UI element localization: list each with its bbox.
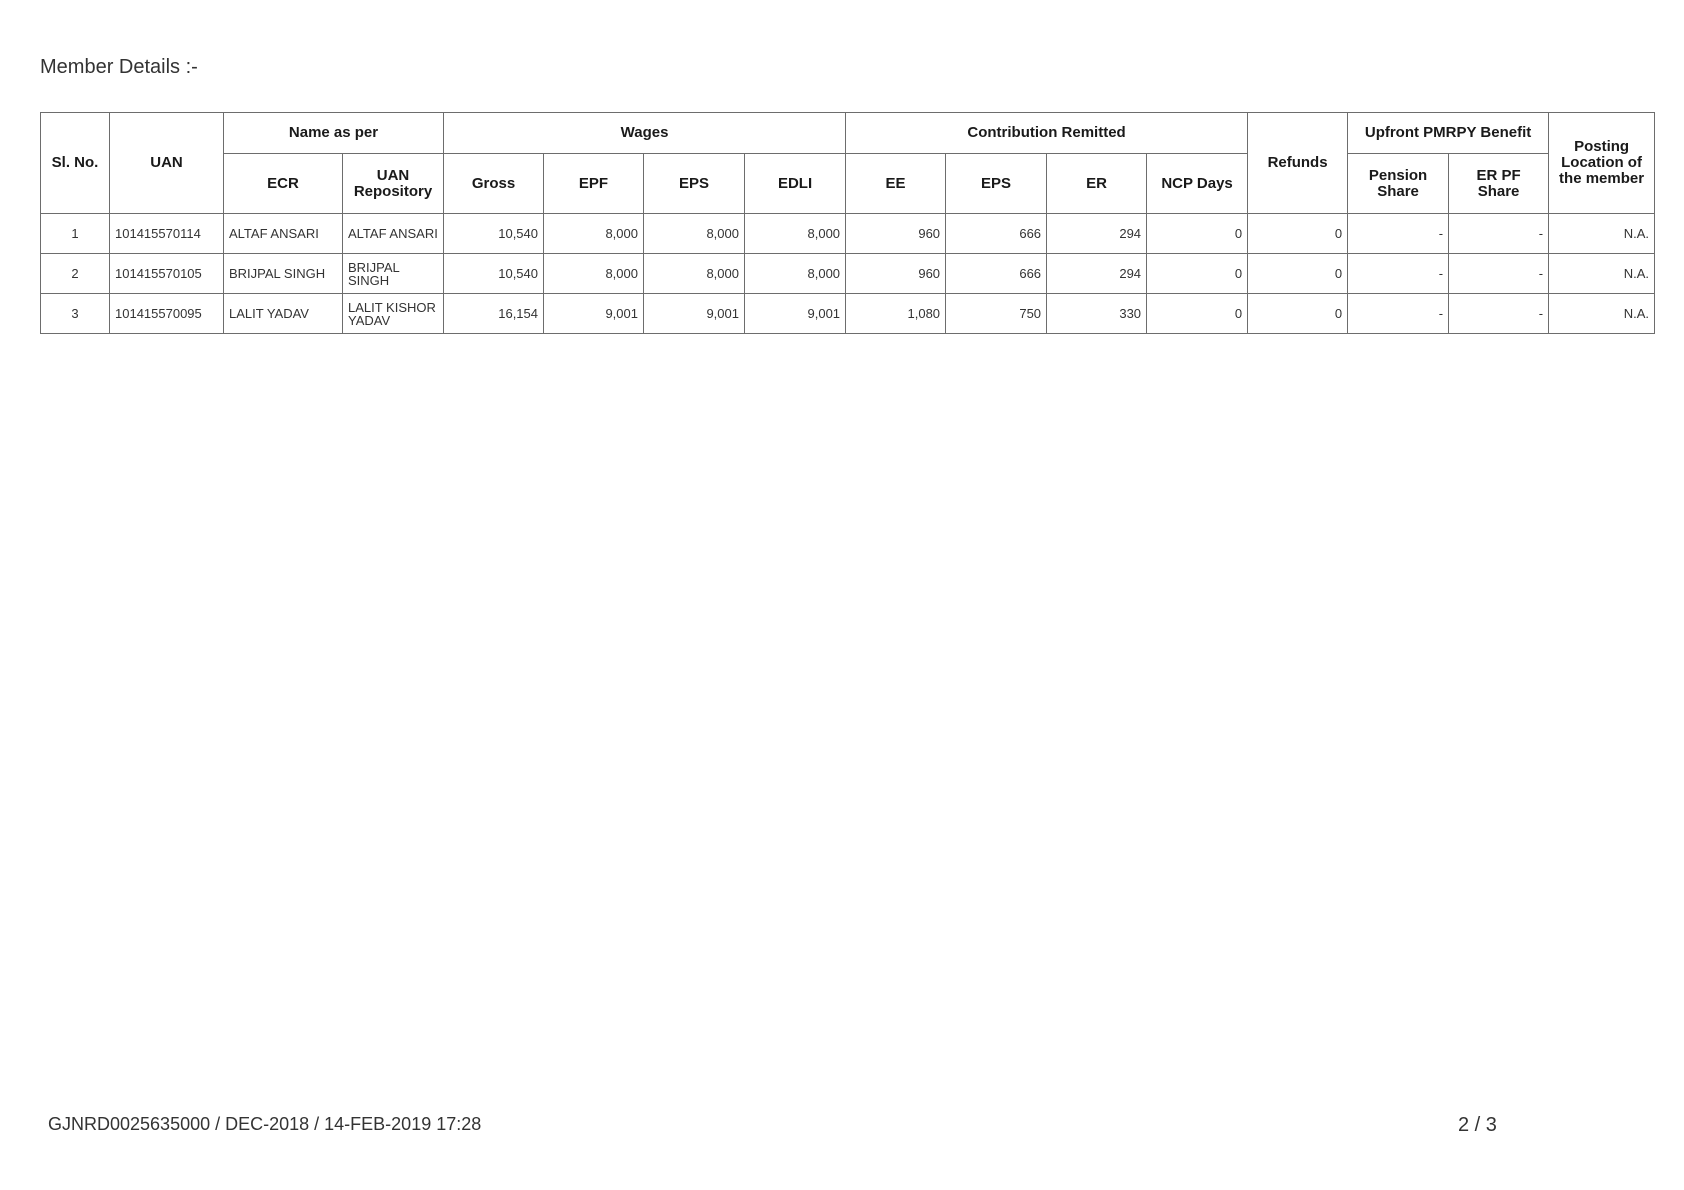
cell-ecr-name: LALIT YADAV [224, 294, 343, 334]
cell-posting-location: N.A. [1549, 294, 1655, 334]
section-title: Member Details :- [40, 56, 198, 78]
group-header-name-as-per: Name as per [224, 113, 444, 154]
col-header-eps-wages: EPS [644, 154, 745, 214]
col-header-er: ER [1047, 154, 1147, 214]
cell-uan-name: LALIT KISHOR YADAV [343, 294, 444, 334]
group-header-contribution-remitted: Contribution Remitted [846, 113, 1248, 154]
col-header-pension-share: Pension Share [1348, 154, 1449, 214]
cell-er-pf-share: - [1449, 214, 1549, 254]
cell-er: 330 [1047, 294, 1147, 334]
col-header-edli: EDLI [745, 154, 846, 214]
col-header-gross: Gross [444, 154, 544, 214]
col-header-er-pf-share: ER PF Share [1449, 154, 1549, 214]
cell-posting-location: N.A. [1549, 214, 1655, 254]
col-header-ee: EE [846, 154, 946, 214]
cell-ecr-name: ALTAF ANSARI [224, 214, 343, 254]
cell-pension-share: - [1348, 214, 1449, 254]
cell-edli: 8,000 [745, 254, 846, 294]
cell-sl-no: 2 [41, 254, 110, 294]
cell-er: 294 [1047, 214, 1147, 254]
cell-refunds: 0 [1248, 254, 1348, 294]
col-header-posting-location: Posting Location of the member [1549, 113, 1655, 214]
cell-uan: 101415570114 [110, 214, 224, 254]
col-header-eps-contribution: EPS [946, 154, 1047, 214]
cell-uan: 101415570095 [110, 294, 224, 334]
table-row [41, 214, 1655, 254]
cell-ee: 960 [846, 254, 946, 294]
cell-pension-share: - [1348, 254, 1449, 294]
table-row [41, 254, 1655, 294]
col-header-ecr: ECR [224, 154, 343, 214]
cell-gross: 16,154 [444, 294, 544, 334]
cell-gross: 10,540 [444, 254, 544, 294]
cell-ncp-days: 0 [1147, 214, 1248, 254]
cell-er-pf-share: - [1449, 294, 1549, 334]
cell-uan: 101415570105 [110, 254, 224, 294]
cell-er-pf-share: - [1449, 254, 1549, 294]
cell-epf: 8,000 [544, 214, 644, 254]
cell-ecr-name: BRIJPAL SINGH [224, 254, 343, 294]
cell-eps-wages: 8,000 [644, 214, 745, 254]
cell-epf: 8,000 [544, 254, 644, 294]
cell-uan-name: ALTAF ANSARI [343, 214, 444, 254]
cell-eps-contribution: 750 [946, 294, 1047, 334]
cell-edli: 9,001 [745, 294, 846, 334]
group-header-wages: Wages [444, 113, 846, 154]
cell-refunds: 0 [1248, 294, 1348, 334]
table-row [41, 294, 1655, 334]
member-details-table [40, 112, 1655, 334]
cell-eps-contribution: 666 [946, 254, 1047, 294]
cell-refunds: 0 [1248, 214, 1348, 254]
cell-eps-wages: 8,000 [644, 254, 745, 294]
group-header-upfront-pmrpy-benefit: Upfront PMRPY Benefit [1348, 113, 1549, 154]
footer-reference: GJNRD0025635000 / DEC-2018 / 14-FEB-2019 17:28 [48, 1114, 482, 1134]
col-header-uan: UAN [110, 113, 224, 214]
header-row-top [41, 113, 1655, 154]
cell-er: 294 [1047, 254, 1147, 294]
cell-ee: 960 [846, 214, 946, 254]
cell-epf: 9,001 [544, 294, 644, 334]
col-header-ncp-days: NCP Days [1147, 154, 1248, 214]
cell-sl-no: 3 [41, 294, 110, 334]
cell-uan-name: BRIJPAL SINGH [343, 254, 444, 294]
cell-edli: 8,000 [745, 214, 846, 254]
cell-sl-no: 1 [41, 214, 110, 254]
col-header-uan-repository: UAN Repository [343, 154, 444, 214]
cell-eps-contribution: 666 [946, 214, 1047, 254]
header-row-bottom [41, 154, 1655, 214]
cell-ncp-days: 0 [1147, 254, 1248, 294]
cell-ncp-days: 0 [1147, 294, 1248, 334]
cell-posting-location: N.A. [1549, 254, 1655, 294]
col-header-refunds: Refunds [1248, 113, 1348, 214]
page-number: 2 / 3 [1458, 1114, 1497, 1136]
cell-ee: 1,080 [846, 294, 946, 334]
col-header-sl-no: Sl. No. [41, 113, 110, 214]
cell-pension-share: - [1348, 294, 1449, 334]
cell-gross: 10,540 [444, 214, 544, 254]
col-header-epf: EPF [544, 154, 644, 214]
cell-eps-wages: 9,001 [644, 294, 745, 334]
